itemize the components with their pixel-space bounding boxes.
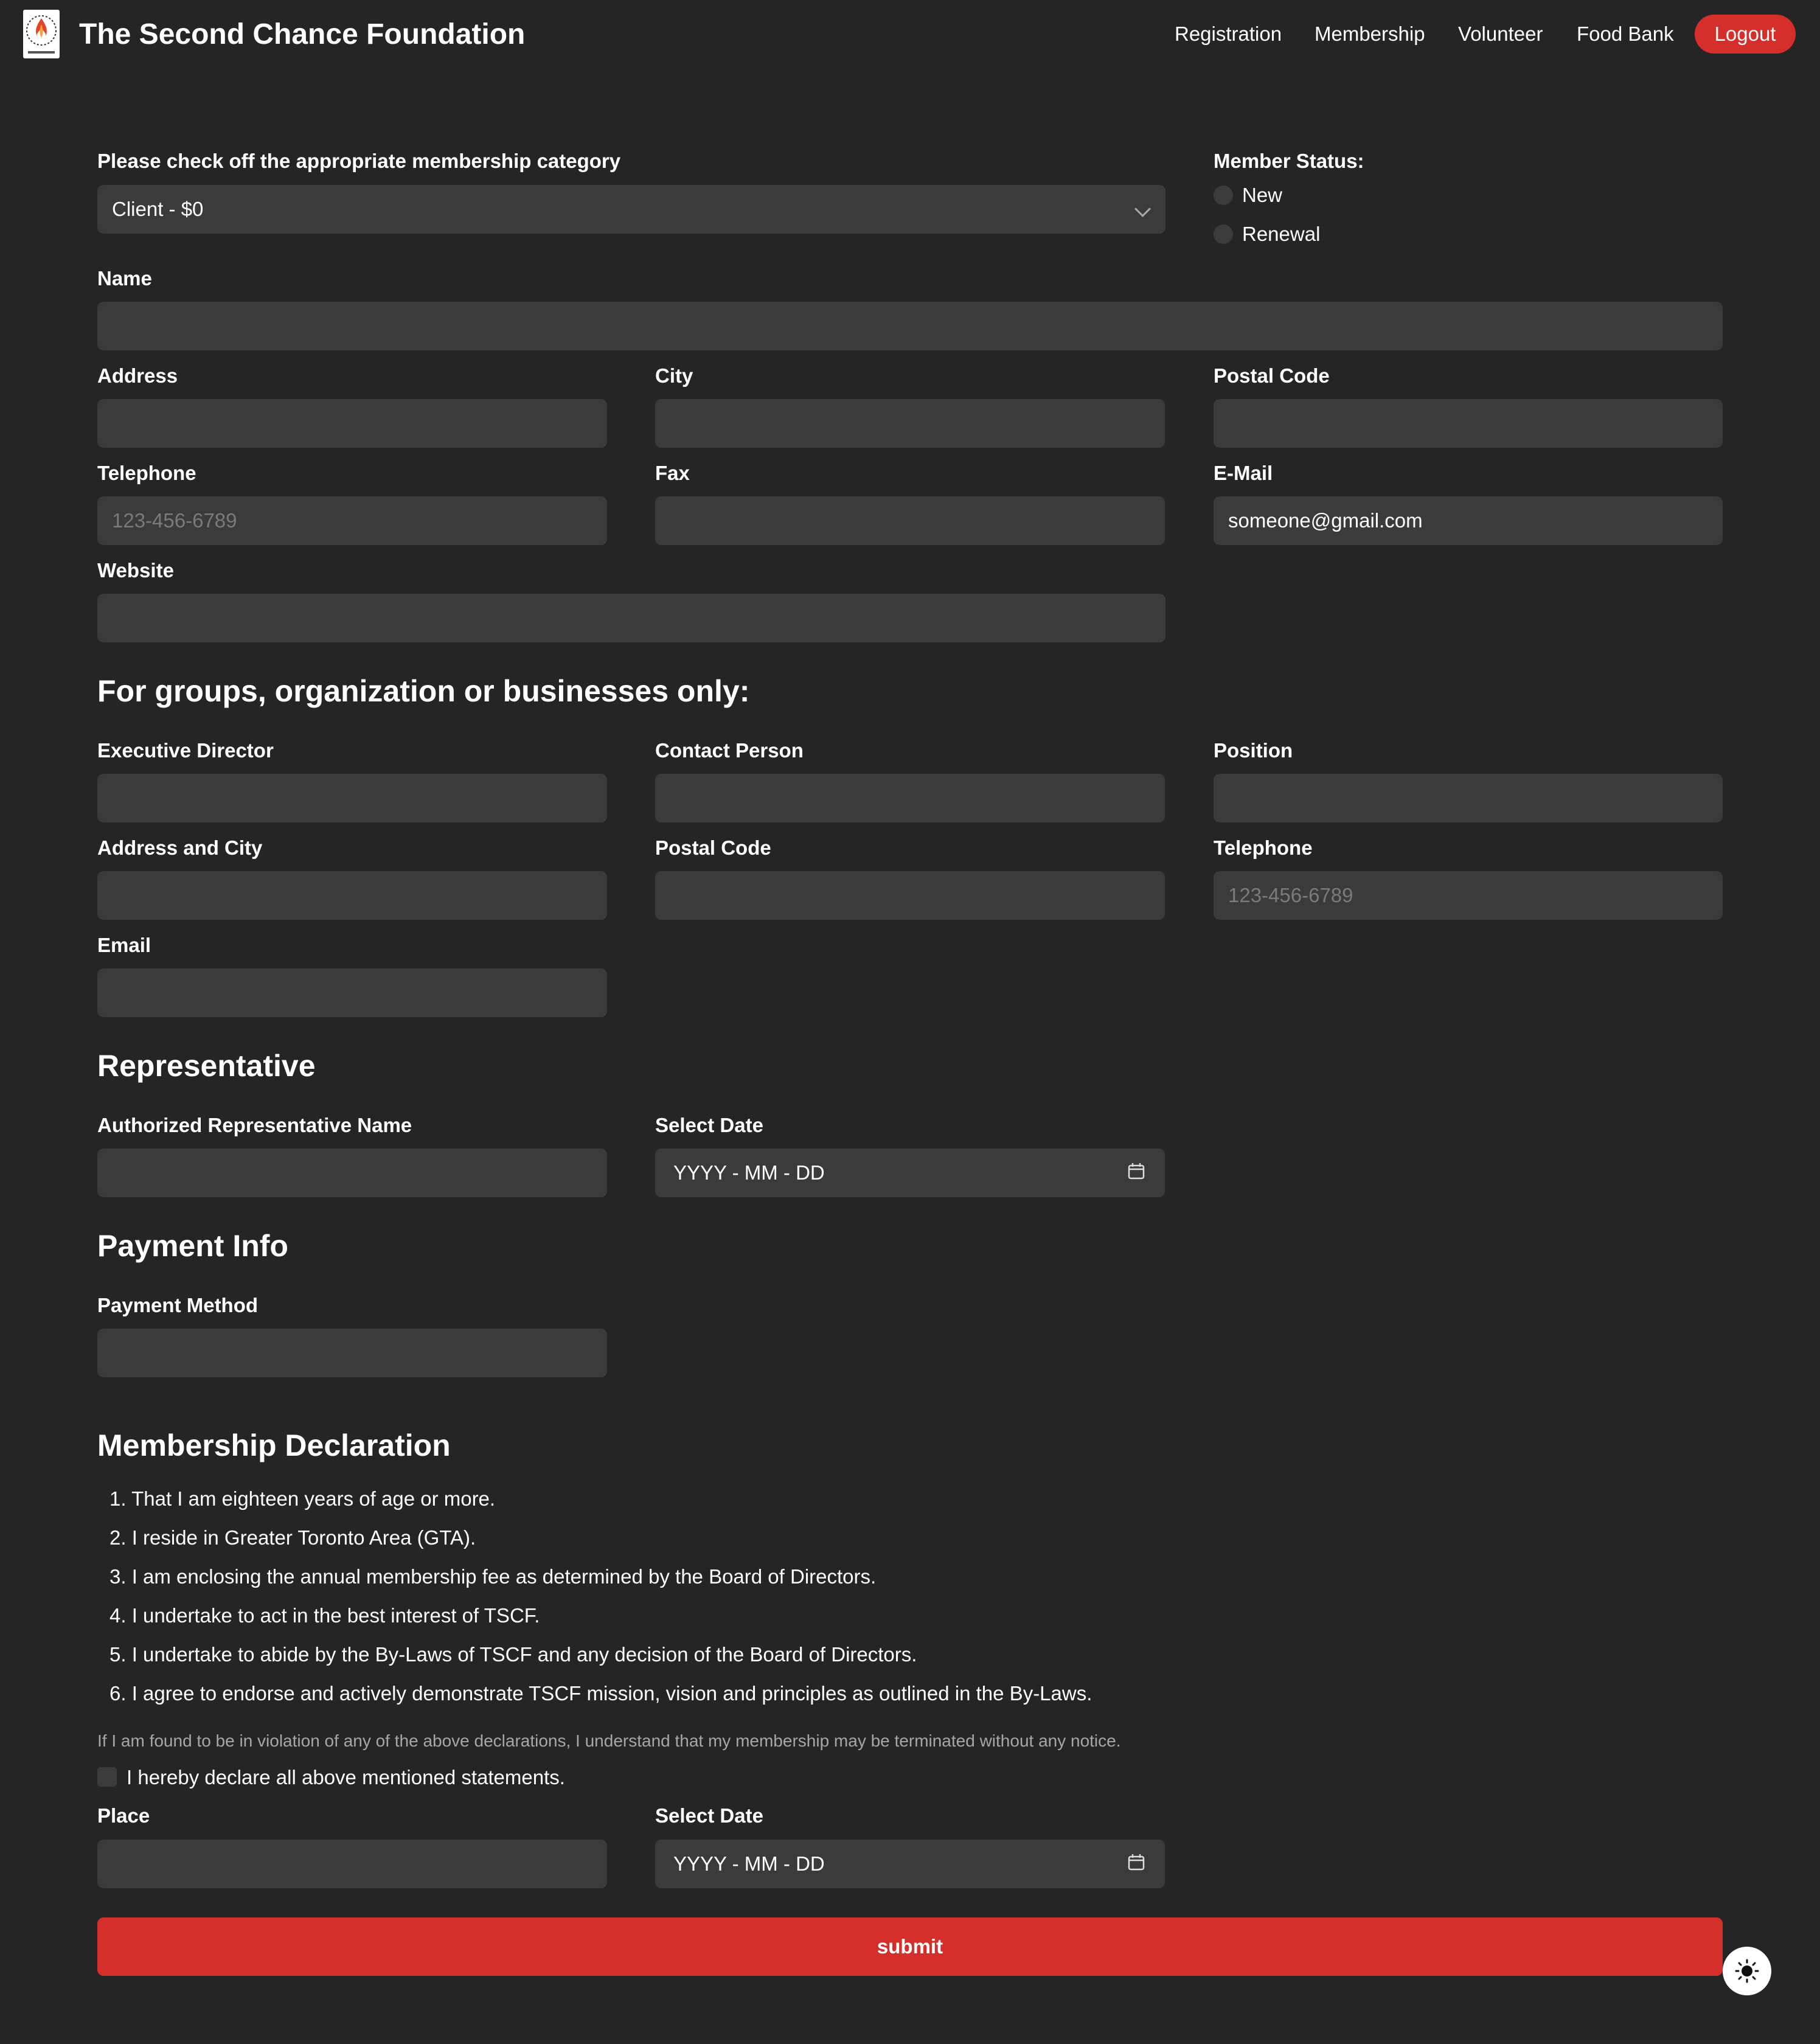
postal-code-label: Postal Code <box>1214 364 1330 387</box>
nav-food-bank[interactable]: Food Bank <box>1577 23 1674 45</box>
nav-volunteer[interactable]: Volunteer <box>1458 23 1543 45</box>
navbar <box>0 0 1820 69</box>
address-and-city-label: Address and City <box>97 836 263 859</box>
website-label: Website <box>97 559 174 582</box>
address-and-city-input[interactable] <box>97 871 607 920</box>
contact-person-label: Contact Person <box>655 739 804 762</box>
group-telephone-input[interactable]: 123-456-6789 <box>1214 871 1723 920</box>
executive-director-label: Executive Director <box>97 739 274 762</box>
fax-input[interactable] <box>655 496 1165 545</box>
representative-name-input[interactable] <box>97 1149 607 1197</box>
declaration-notice: If I am found to be in violation of any of the above declarations, I understand that my membership may be terminated without any notice. <box>97 1731 1121 1750</box>
membership-category-label: Please check off the appropriate membership category <box>97 150 621 172</box>
contact-person-input[interactable] <box>655 774 1165 822</box>
declaration-date-label: Select Date <box>655 1804 763 1827</box>
email-label: E-Mail <box>1214 462 1273 484</box>
declaration-date-input[interactable] <box>655 1840 1165 1888</box>
declaration-item: 2. I reside in Greater Toronto Area (GTA). <box>109 1526 476 1549</box>
telephone-input[interactable]: 123-456-6789 <box>97 496 607 545</box>
declaration-item: 4. I undertake to act in the best interest of TSCF. <box>109 1604 540 1627</box>
calendar-icon[interactable] <box>1127 1162 1145 1180</box>
place-input[interactable] <box>97 1840 607 1888</box>
status-renewal-radio[interactable] <box>1214 224 1233 244</box>
declaration-heading: Membership Declaration <box>97 1428 451 1462</box>
place-label: Place <box>97 1804 150 1827</box>
group-email-input[interactable] <box>97 968 607 1017</box>
payment-method-input[interactable] <box>97 1329 607 1377</box>
declaration-item: 5. I undertake to abide by the By-Laws of TSCF and any decision of the Board of Directors. <box>109 1643 917 1666</box>
group-email-label: Email <box>97 934 151 956</box>
declaration-item: 6. I agree to endorse and actively demonstrate TSCF mission, vision and principles as outlined in the By-Laws. <box>109 1682 1092 1705</box>
group-postal-code-label: Postal Code <box>655 836 771 859</box>
declaration-checkbox-label[interactable]: I hereby declare all above mentioned statements. <box>127 1766 565 1788</box>
membership-category-select[interactable] <box>97 185 1165 234</box>
name-input[interactable] <box>97 302 1723 350</box>
membership-category-value: Client - $0 <box>112 198 204 220</box>
representative-date-input[interactable] <box>655 1149 1165 1197</box>
postal-code-input[interactable] <box>1214 399 1723 448</box>
nav-registration[interactable]: Registration <box>1175 23 1282 45</box>
member-status-label: Member Status: <box>1214 150 1364 172</box>
payment-method-label: Payment Method <box>97 1294 259 1316</box>
chevron-down-icon <box>1134 201 1151 217</box>
group-postal-code-input[interactable] <box>655 871 1165 920</box>
city-label: City <box>655 364 693 387</box>
site-title[interactable]: The Second Chance Foundation <box>79 18 526 50</box>
declaration-item: 1. That I am eighteen years of age or more. <box>109 1487 496 1510</box>
sun-icon <box>1723 1947 1771 1995</box>
address-label: Address <box>97 364 178 387</box>
group-telephone-label: Telephone <box>1214 836 1313 859</box>
email-input[interactable]: someone@gmail.com <box>1214 496 1723 545</box>
city-input[interactable] <box>655 399 1165 448</box>
fax-label: Fax <box>655 462 690 484</box>
status-new-radio[interactable] <box>1214 186 1233 205</box>
theme-toggle-button[interactable] <box>1723 1947 1771 1995</box>
position-input[interactable] <box>1214 774 1723 822</box>
status-renewal-label[interactable]: Renewal <box>1242 223 1321 245</box>
status-new-label[interactable]: New <box>1242 184 1283 206</box>
representative-date-value: YYYY - MM - DD <box>673 1161 825 1184</box>
logout-button[interactable]: Logout <box>1695 15 1796 54</box>
telephone-label: Telephone <box>97 462 196 484</box>
declaration-checkbox[interactable] <box>97 1767 117 1787</box>
address-input[interactable] <box>97 399 607 448</box>
position-label: Position <box>1214 739 1293 762</box>
payment-heading: Payment Info <box>97 1229 288 1263</box>
nav-membership[interactable]: Membership <box>1315 23 1425 45</box>
representative-name-label: Authorized Representative Name <box>97 1114 412 1136</box>
groups-heading: For groups, organization or businesses only: <box>97 674 750 708</box>
website-input[interactable] <box>97 594 1165 642</box>
declaration-date-value: YYYY - MM - DD <box>673 1852 825 1875</box>
executive-director-input[interactable] <box>97 774 607 822</box>
representative-heading: Representative <box>97 1049 316 1083</box>
declaration-item: 3. I am enclosing the annual membership fee as determined by the Board of Directors. <box>109 1565 877 1588</box>
foundation-logo[interactable] <box>23 10 60 58</box>
representative-date-label: Select Date <box>655 1114 763 1136</box>
name-label: Name <box>97 267 152 290</box>
calendar-icon[interactable] <box>1127 1853 1145 1871</box>
submit-button[interactable]: submit <box>97 1917 1723 1976</box>
